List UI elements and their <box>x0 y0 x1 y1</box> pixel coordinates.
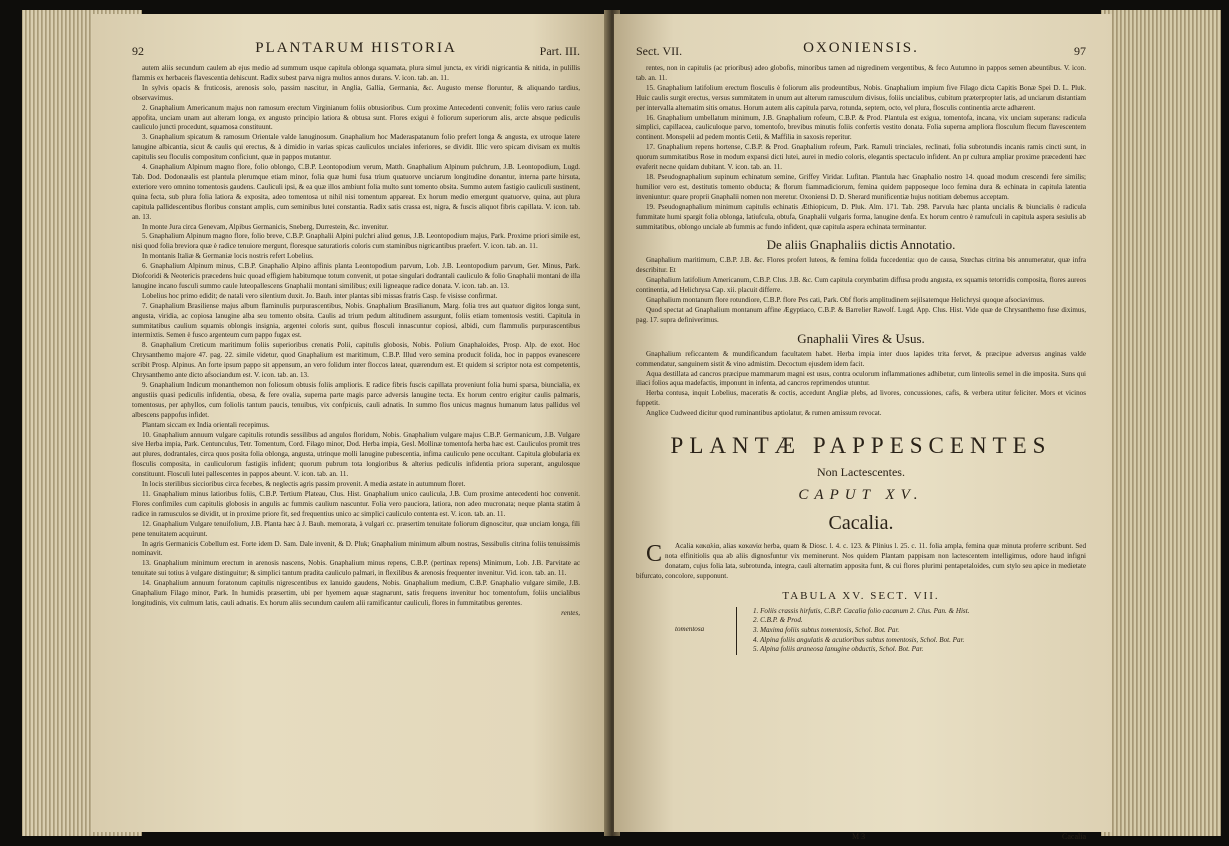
left-paragraph: 7. Gnaphalium Brasiliense majus album flaminulis purpurascentibus, Nobis. Gnaphalium Brasilianum, Marg. folia tres aut quatuor digitos longa sunt, angusta, viridia, ac copiosa lanugine alba seu tomento obsita. Caulis ad trium pedum altitudinem assurgunt, foliis etiam tomentosis vestiti. Capitula in summitatibus caulium squamis oblongis insignia, argentei coloris sunt, quibus flosculi innascuntur copiosi, albidi, cum flammulis purpurascentibus intermixtis. Semen è fusco argenteum cum pappo fugax est. <box>132 301 580 340</box>
left-part: Part. III. <box>539 44 580 58</box>
annotatio-paragraph: Gnaphalium maritimum, C.B.P. J.B. &c. Flores profert luteos, & femina folida fuccedentia: quo de causa, Stœchas citrina bis annumeratur, quæ infra describitur. Et <box>636 256 1086 275</box>
caput-heading: CAPUT XV. <box>798 487 924 504</box>
left-paragraph: 6. Gnaphalium Alpinum minus, C.B.P. Gnaphalio Alpino affinis planta Leontopodium parvum, Lob. J.B. Leontopodium parvum, Ger. Minus, Park. Diofcoridi & Neotericis præcedens huic quoad effigiem habitumque totum convenit, ut potae singulari dodrantali cauliculo & folio Gnaphalii montani de illa lanugine incano fusculi summo caule luteopallescens Gnaphalii montani similibus; exili ligneaque radice donata. V. icon. tab. an. 13. <box>132 262 580 290</box>
left-paragraph: 12. Gnaphalium Vulgare tenuifolium, J.B. Planta hæc à J. Bauh. memorata, à vulgari cc. præsertim tenuitate foliorum dignoscitur, quæ unciam longa, fili pene tenuitatem acquirunt. <box>132 519 580 538</box>
left-paragraph: 9. Gnaphalium Indicum monanthemon non foliosum obtusis foliis amplioris. E radice fibris fuscis capillata proveniunt folia humi sparsa, biuncialia, ex angustiis quasi pediculis infidentia, obesa, & fere ovalia, superna parte magis parce adversis lanugine tecta. Ex horum centro erigitur caulis palmaris, tomentosus, per aphyllos, cum foliolis tantum paucis, tenuibus, vix confpicuis, cauli adnatis. In summo flos unicus magnus humanum latus pallidus vel albescens pappofus infidet. <box>132 381 580 419</box>
right-paragraphs <box>636 64 1086 232</box>
right-paragraph: 15. Gnaphalium latifolium erectum flosculis è foliorum alis prodeuntibus, Nobis. Gnaphalium impium five Filago dicta Capitis Bonæ Spei D. L. Pluk. Huic caulis surgit erectus, versus summitatem in unum aut alterum ramusculum divisus, foliis uncialibus, cubitum præterpropter latis, ad unciarum distantiam per intervalla alternatim sitis ornatus. Horum autem alis capitula parva, rotunda, septem, octo, vel plura, flosculis continentia arcte adhærent. <box>636 83 1086 112</box>
signature-mark: M 3 <box>852 832 866 841</box>
annotatio-heading: De aliis Gnaphaliis dictis Annotatio. <box>766 237 956 253</box>
right-paragraph: 17. Gnaphalium repens hortense, C.B.P. & Prod. Gnaphalium rofeum, Park. Ramuli trinciales, reclinati, folia subrotundis incanis ramis cincti sunt, in quorum summitatibus Rose in modum expansi dicti lutei, aurei in medio coloris, elegantis spectaculo infident. An pr cultura ampliar proxime præcedenti hæc evaferit necne quidam dubitant. V. icon. tab. an. 11. <box>636 143 1086 172</box>
tabula-heading: TABULA XV. SECT. VII. <box>782 589 940 602</box>
vires-paragraph: Aqua destillata ad cancros præcipue mammarum magni est usus, contra oculorum inflammationes adhibetur, cum linteolis semel in die imposita. Suns qui iliaci folios aqua madefactis, imponunt in infenta, ad cancros reprimendos utuntur. <box>636 369 1086 388</box>
annotatio-paragraph: Gnaphalium montanum flore rotundiore, C.B.P. flore Pes cati, Park. Obf floris amplitudinem sejilsatemque Helichrysi quoque afsociavimus. <box>646 296 1045 305</box>
left-paragraph: In locis sterilibus siccioribus circa fecebes, & neglectis agris passim provenit. A media æstate in autumnum floret. <box>142 480 466 489</box>
vires-paragraph: Anglice Cudweed dicitur quod ruminantibus aptiolatur, & rumen amissum revocat. <box>646 409 882 418</box>
cacalia-heading: Cacalia. <box>828 512 894 535</box>
non-lactescentes-heading: Non Lactescentes. <box>817 465 905 480</box>
tabula-item: 3. Maxima foliis subtus tomentosis, Schol. Bot. Par. <box>753 625 900 634</box>
left-paragraph: 13. Gnaphalium minimum erectum in arenosis nascens, Nobis. Gnaphalium minus repens, C.B.P. (pertinax repens) Minimum, Lob. J.B. Parvitate ac tenuitate sui totius à vulgare distinguitur; & simplici tantum pradita cauliculo palmari, in flexilibus & arenosis frequenter invenitur. Vid. icon. tab. an. 11. <box>132 559 580 578</box>
left-page-content <box>132 40 580 820</box>
right-page <box>614 14 1112 841</box>
left-running-head <box>132 40 580 60</box>
page-edges-right <box>1101 10 1221 836</box>
right-paragraph: rentes, non in capitulis (ac prioribus) adeo globofis, minoribus tamen ad nigredinem vergentibus, & feco Autumno in pappos semen abeuntibus. V. icon. tab. an. 11. <box>636 64 1086 82</box>
vires-paragraph: Herba contusa, inquit Lobelius, maceratis & coctis, accedunt Angliæ plebs, ad livores, concussiones, cafis, & verbera utitur feliciter. Mors et vicinos fuppetit. <box>636 389 1086 408</box>
right-page-number: 97 <box>1074 44 1086 58</box>
right-body-text <box>636 64 1086 655</box>
left-paragraph: 10. Gnaphalium annuum vulgare capitulis rotundis sessilibus ad angulos floridum, Nobis. Gnaphalium vulgare majus C.B.P. Germanicum, J.B. Vulgare sive Herba impia, Park. Centunculus, Tetr. Tomentum, Cord. Filago minor, Dod. Herba impia, Gesl. Mollinæ tomentofa herba hæc est. Cauliculos promit tres aut plures, dodrantales, circa quos posita folia oblonga, angusta, utrinque molli lanugine pubescentia, infima cauliculo pene occultant. Capitula globularia ex flosculis composita, in cauliculorum fastigiis infident; quorum pubrum tota longioribus & alterius pediculis infidentia priora superant, angulosque constituunt. Flosculi lutei pallescentes in pappos abeunt. V. icon. tab. an. 11. <box>132 430 580 479</box>
tabula-items <box>753 607 1086 655</box>
left-paragraph: 8. Gnaphalium Creticum maritimum foliis superioribus crenatis Polii, capitulis globosis, Nobis. Polium Gnaphaloides, Prosp. Alp. de exot. Hoc Chrysanthemo majore 47. pag. 22. simile videtur, quod Gnaphalium est maritimum, C.B.P. Illud vero semina producit folida, hoc in pappos evanescere scribit Prosp. Alpinus. An forte ipsum pappo sit appensum, an vero folidum inter floccos lateat, quærendum est. Et quidem si scriptor nota est competentis, Chrysanthemo ante dicto afsociandum est. V. icon. tab. an. 13. <box>132 341 580 380</box>
cacalia-paragraph <box>636 542 1086 582</box>
left-paragraph: 5. Gnaphalium Alpinum magno flore, folio breve, C.B.P. Gnaphalii Alpini pulchri aliud genus, J.B. Leontopodium majus, Park. Proxime priori simile est, nisi quod folia breviora quæ è radice tenuiore mergunt, floresque saturatioris coloris cum staminibus nigricantibus praefert. V. icon. tab. an. 11. <box>132 232 580 251</box>
left-paragraph: In montanis Italiæ & Germaniæ locis nostris refert Lobelius. <box>142 252 314 261</box>
annotatio-paragraph: Quod spectat ad Gnaphalium montanum affine Ægyptiaco, C.B.P. & Barrelier Rawolf. Lugd. App. Clus. Hist. Vide quæ de Chrysanthemo fuse diximus, pag. 17. supra definiverimus. <box>636 305 1086 324</box>
cacalia-text: Acalia κακαλία, alias κακανία herba, quam & Diosc. l. 4. c. 123. & Plinius l. 25. c. 11. folia ampla, femina quæ minuta proferre scribunt. Sed nota elfinitiolis qua ab aliis dignosfuntur vix meminerunt. Nos quidem Plantam pappisam non lactescentem intelligimus, odore haud infigni donatam, cujus folia lata, subrotunda, integra, cauli alternatim apposita funt, & cui flores plurimi pentapetaloides, cum stylo seu apice in medietate bifurcato, concolore, supponunt. <box>636 542 1086 580</box>
left-body-text <box>132 64 580 619</box>
left-catchword: rentes, <box>561 608 580 617</box>
right-catchword: Cacalia <box>1062 832 1086 841</box>
left-paragraph: In sylvis opacis & fruticosis, arenosis solo, passim nascitur, in Anglia, Gallia, Germania, &c. Augusto mense floruntur, & aliquando tardius, observavimus. <box>132 83 580 102</box>
left-paragraph: Lobelius hoc primo edidit; de natali vero silentium duxit. Jo. Bauh. inter plantas sibi missas fratris Casp. fe visisse confirmat. <box>142 291 498 300</box>
tabula-item: 1. Foliis crassis hirfutis, C.B.P. Cacalia folio cacanum 2. Clus. Pan. & Hist. <box>753 606 970 615</box>
vires-heading: Gnaphalii Vires & Usus. <box>797 330 925 346</box>
tabula-synopsis <box>675 606 1086 655</box>
right-paragraph: 19. Pseudognaphalium minimum capitulis echinatis Æthiopicum, D. Pluk. Alm. 171. Tab. 298. Parvula hæc planta uncialis & biuncialis è radicula fummitate humi spargit folia oblonga, latiufcula, obtufa, Gnaphalii vulgaris forma, lanugine denfa. Ex horum centro è ramufculi in capitula aspera sesiulis ab summitatibus, oblongo unciale ab fummis ac fundo infident, quæ capitula aspera echinata terminantur. <box>636 202 1086 231</box>
left-paragraph: 11. Gnaphalium minus latioribus foliis, C.B.P. Tertium Plateau, Clus. Hist. Gnaphalium unico caulicula, J.B. Cum proxime antecedenti hoc convenit. Flores confimiles cum capitulis globosis in angulis ac fummis caulium nascuntur. Folia vero pauciora, latiora, non adeo mucronata; neque planta statim à radice in ramusculos se dividit, ut in proxime priore fit, sed frequentius unico ac simplici cauliculo contenta est. V. icon. tab. an. 11. <box>132 489 580 518</box>
vires-paragraph: Gnaphalium reficcantem & mundificandum facultatem habet. Herba impia inter duos lapides trita fervet, & præcipue adversus anginas valde commendatur, sanguinem sistit & vino admistim. Decoctum ejusdem idem facit. <box>636 349 1086 368</box>
left-paragraph: 14. Gnaphalium annuum foratonum capitulis nigrescentibus ex lanuido gaudens, Nobis. Gnaphalium medium, C.B.P. Gnaphalio vulgare simile, J.B. Gnaphalium Filago minor, Park. In humidis præsertim, ubi per hyemem aquæ stagnarunt, satis frequens invenitur hoc tomentofum, foliis uncialibus longitudinis, vix culmum latis, cauli adnatis. Ex horum aliis secundum caulem alii ramificantur cauliculi, flores in fummitatibus gerentes. <box>132 579 580 607</box>
right-title: OXONIENSIS. <box>803 40 919 56</box>
left-title: PLANTARUM HISTORIA <box>255 40 457 56</box>
tabula-item: 4. Alpina foliis angulatis & acutioribus subtus tomentosis, Schol. Bot. Par. <box>753 635 965 644</box>
plantae-pappescentes-heading: PLANTÆ PAPPESCENTES <box>670 433 1052 459</box>
left-paragraph: In agris Germanicis Cobellum est. Forte idem D. Sam. Dale invenit, & D. Pluk; Gnaphalium minimum album nostras, Sessibulis citrina foliis tenuissimis nominavit. <box>132 539 580 558</box>
left-paragraph: 2. Gnaphalium Americanum majus non ramosum erectum Virginianum foliis obtusioribus. Cum proxime Antecedenti convenit; foliis vero rarius caule appofita, unciam unam aut alteram longa, ex angusto principio latiora & obtusa sunt. Flores exigui è foliorum superiorum alis, arcte absque pediculis cauliculo juncti procedunt, squamosa constituunt. <box>132 103 580 132</box>
drop-capital: C <box>646 541 663 568</box>
vires-paragraphs <box>636 350 1086 419</box>
left-paragraph: Plantam siccam ex India orientali recepimus. <box>142 420 270 429</box>
right-paragraph: 16. Gnaphalium umbellatum minimum, J.B. Gnaphalium rofeum, C.B.P. & Prod. Plantula est exigua, tomentofa, incana, vix unciam superans: radicula simplici, capillacea, cauliculoque parvo, tomentofo, brevibus minutis foliis confertis vestito donata. Folia superna ampliora flosculum flecum flavescentem continent. Monspelii ad pedem montis Cetii, & Maffilia in saxosis reperitur. <box>636 113 1086 142</box>
right-running-head <box>636 40 1086 60</box>
left-paragraph: In monte Jura circa Genevam, Alpibus Germanicis, Sneberg, Durrestein, &c. invenitur. <box>142 222 389 231</box>
tabula-item: 2. C.B.P. & Prod. <box>753 616 803 625</box>
tabula-item: 5. Alpina foliis araneosa lanugine obductis, Schol. Bot. Par. <box>753 645 924 654</box>
left-page <box>92 14 610 832</box>
right-page-content <box>636 40 1086 841</box>
left-page-number: 92 <box>132 44 144 58</box>
left-paragraph: autem aliis secundum caulem ab ejus medio ad summum usque capitula oblonga squamata, plura simul juncta, ex viridi nigricantia & nitida, in pulillis flammis ex herbaceis flavescentia dehiscunt. Radix subest parva nigra multos annos durans. V. icon. tab. an. 11. <box>132 64 580 82</box>
left-paragraph: 3. Gnaphalium spicatum & ramosum Orientale valde lanuginosum. Gnaphalium hoc Maderaspatanum folio prefert longa & angusta, ex utroque latere lanugine albicantia, sicut & caulis qui erectus, & à dimidio in varias spicas cauliculos unciales inferiores, se dividit. Illic vero spicam divisam ex multis capitulis seu floculis compositum conficiunt, quæ in pappos mutantur. <box>132 133 580 162</box>
tabula-label: tomentosa <box>675 624 705 633</box>
annotatio-paragraphs <box>636 256 1086 325</box>
annotatio-paragraph: Gnaphalium latifolium Americanum, C.B.P. Clus. J.B. &c. Cum capitula corymbatim diffusa produ angusta, ex squamis tetorridis composita, flores aureos continentia, ad Helichrysa Cap. xii. placuit differre. <box>636 276 1086 295</box>
left-paragraph: 4. Gnaphalium Alpinum magno flore, folio oblongo, C.B.P. Leontopodium verum, Matth. Gnaphalium Alpinum pulchrum, J.B. Leontopodium, Lugd. Tab. Dod. Dodonæalis est plantula plerumque etiam minor, folia quæ humi fusa trium quatuorve unciarum longitudine donantur, interna parte hirsuta, exteriore vero omnino tomentosis gaudens. Cauliculi ipsi, & ea quæ illos ambiunt folia multo sunt tomento obsita. Summo autem fastigio cauliculi sustinent, quina fecta, sub plura folia latiora & exposita, adeo tomentosa ut nihil nisi tomentum appareat. Ex horum medio emergunt quatuorve, quina, aut plura capitula pallidescentibus floribus constant amplis, cum seminibus lutei constantia. Radix satis crassa est, nigra, & fuscis aliquot fibris capillata. V. icon. tab. an. 13. <box>132 163 580 221</box>
right-paragraph: 18. Pseudognaphalium supinum echinatum semine, Griffey Viridar. Lufitan. Plantula hæc Gnaphalio nostro 14. quoad modum crescendi fere similis; humilior vero est, destitutis tomento obducta; & florum fiammadiciorum, femina quidem papposeque loco femina dura & echinata in capitula latentia inveniuntur: quare proprii Gnaphalii nomen non meretur. Oxoniensi D. D. Sherard munificentiæ hujus notitiam debemus acceptam. <box>636 172 1086 201</box>
right-section: Sect. VII. <box>636 44 683 58</box>
